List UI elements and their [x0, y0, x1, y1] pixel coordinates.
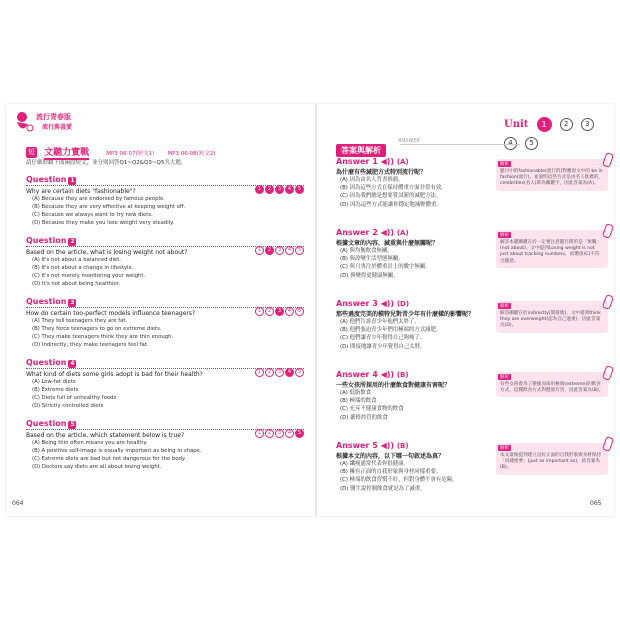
dot: 4: [285, 185, 294, 194]
answer-option: (C) 充斥不健康食物的飲食: [340, 406, 404, 413]
difficulty-dots: [254, 236, 304, 255]
note-text: 解答本題關鍵在於一定要注意題目問的是「無關」(not about)。文中提到Losing weight is not just about tracking numbers，故選項(C)不符合題意。: [500, 240, 602, 264]
answer-choice: (B): [396, 442, 409, 450]
mp3-track-2[interactable]: MP3 06-08(短文2): [167, 150, 216, 157]
option: (A) Being thin often means you are healthy.: [32, 440, 148, 446]
option: (C) Extreme diets are bad but not dangerous for the body.: [32, 456, 186, 462]
question-word: Question: [26, 297, 67, 306]
answer-header: [336, 370, 486, 379]
dot: 2: [265, 429, 274, 438]
answer-header: [336, 441, 486, 450]
question-text: Why are certain diets "fashionable"?: [26, 188, 136, 195]
difficulty-dots: [254, 175, 304, 194]
explanation-note: [496, 159, 608, 191]
paperclip-icon: [602, 294, 614, 310]
dot: 5: [295, 307, 304, 316]
option: (C) It's not merely monitoring your weight.: [32, 273, 146, 279]
dot: 5: [295, 246, 304, 255]
answer-option: (D) 醫生說控制飲食就是為了減重。: [340, 485, 426, 492]
unit-label: Unit: [504, 119, 529, 130]
note-text: 本文最後提到建立良好正面的自我形象與身材保持「同樣重要」(just as important as)，故答案為(B)。: [500, 453, 602, 471]
question-5: [26, 419, 304, 471]
option: (B) Because they are very effective at keeping weight off.: [32, 204, 186, 210]
unit-selector: [504, 114, 614, 147]
answer-label: Answer 3: [336, 299, 378, 308]
unit-5[interactable]: 5: [525, 137, 538, 150]
answer-section-header: [336, 138, 606, 155]
header-logo: [14, 108, 94, 136]
answer-option: (B) 他們強迫青少年們用極端的方式減肥。: [340, 327, 442, 334]
speaker-icon: ◀)): [380, 228, 395, 237]
dot: 4: [285, 429, 294, 438]
option: (D) Doctors say diets are all about losing weight.: [32, 464, 162, 470]
question-number: 3: [70, 299, 75, 306]
dot: 2: [265, 246, 274, 255]
speaker-icon: ◀)): [380, 441, 395, 450]
section-icon: 短: [28, 148, 35, 156]
option: (D) It's not about being healthier.: [32, 281, 121, 287]
answer-option: (B) 與改變生活型態無關。: [340, 256, 404, 263]
answer-content: [336, 441, 486, 493]
answer-label: Answer 1: [336, 157, 378, 166]
answer-question: 一些女孩所採用的什麼飲食對健康有害呢？: [336, 382, 451, 389]
option: (B) They force teenagers to go on extreme diets.: [32, 326, 162, 332]
answer-choice: (B): [396, 371, 409, 379]
note-tag: 解析: [500, 304, 509, 309]
question-label: [26, 175, 76, 185]
question-number: 2: [70, 238, 75, 245]
question-1: [26, 175, 304, 227]
answer-content: [336, 157, 486, 209]
question-word: Question: [26, 175, 67, 184]
option: (C) Because we always want to try new diets.: [32, 212, 153, 218]
answer-option: (D) 嚴格控管的飲食: [340, 414, 388, 421]
answer-option: (C) 極端的飲食習慣不好，但對身體不會有危險。: [340, 477, 458, 484]
answer-option: (C) 因為我們總是想要嘗試新的減肥方法。: [340, 193, 442, 200]
option: (D) Because they make you lose weight very steadily.: [32, 220, 175, 226]
answer-content: [336, 299, 486, 351]
dot: 1: [255, 185, 264, 194]
answer-1: [336, 157, 606, 223]
note-text: 有些女孩會為了變瘦而採用極端(extreme)的飲食方式，這種飲食方式對健康有害，因此答案為(B)。: [500, 382, 604, 394]
answer-option: (A) 他們告訴青少年他們太胖了。: [340, 319, 420, 325]
question-number: 4: [70, 360, 75, 367]
explanation-note: [496, 301, 608, 333]
answer-label: Answer 5: [336, 441, 378, 450]
explanation-note: [496, 230, 608, 268]
dot: 1: [255, 307, 264, 316]
answer-label: Answer 4: [336, 370, 378, 379]
answer-header: [336, 228, 486, 237]
dot: 4: [285, 368, 294, 377]
speaker-icon: ◀)): [380, 157, 395, 166]
answer-option: (D) 與變得更健康無關。: [340, 272, 399, 279]
difficulty-dots: [254, 297, 304, 316]
note-tag: 解析: [500, 446, 509, 451]
question-text: How do certain too-perfect models influence teenagers?: [26, 310, 196, 317]
option: (B) A positive self-image is equally important as being in shape.: [32, 448, 202, 454]
mp3-track-1[interactable]: MP3 06-07(短文1): [106, 150, 155, 157]
left-page: [26, 142, 304, 471]
dot: 4: [285, 246, 294, 255]
speaker-icon: ◀)): [380, 370, 395, 379]
book-spread: [6, 104, 614, 516]
instructions: 請仔細聆聽下面兩段短文，並分別回答Q1~Q2&Q3~Q5共大題。: [26, 160, 187, 166]
dot: 3: [275, 185, 284, 194]
dot: 3: [275, 246, 284, 255]
answer-choice: (A): [396, 158, 409, 166]
answer-question: 為什麼有些減肥方式特別流行呢？: [336, 169, 427, 176]
dot: 5: [295, 368, 304, 377]
note-text: 解答關鍵在於indirectly(間接地)，文中提到think they are overweight(認為自己過重)，因此答案為(D)。: [500, 311, 601, 329]
paperclip-icon: [602, 223, 614, 239]
question-text: Based on the article, which statement below is true?: [26, 432, 185, 439]
option: (A) They tell teenagers they are fat.: [32, 318, 128, 324]
dot: 1: [255, 368, 264, 377]
answer-title-decoration: ANSWER: [398, 138, 420, 144]
dot: 3: [275, 307, 284, 316]
answer-question: 根據文章的內容，減重與什麼無關呢？: [336, 240, 439, 247]
girl-illustration-icon: [14, 110, 36, 134]
answer-4: [336, 370, 606, 436]
dot: 2: [265, 185, 274, 194]
option: (A) It's not about a balanced diet.: [32, 257, 121, 263]
question-number: 5: [70, 421, 75, 428]
dot: 3: [275, 368, 284, 377]
page-number-left: 064: [12, 500, 24, 507]
right-page: [336, 138, 606, 507]
option: (A) Because they are endorsed by famous people.: [32, 196, 165, 202]
answer-header: [336, 299, 486, 308]
note-text: 題目中的fashionable(流行的)對應原文中的 be in fashion(流行)，並說明這些方式是由名人推薦的，celebrities(名人)即為關鍵字，因此答案為(A)。: [500, 169, 604, 187]
answer-option: (A) 因為由名人背書推薦。: [340, 177, 404, 183]
unit-3[interactable]: 3: [581, 118, 594, 131]
question-word: Question: [26, 358, 67, 367]
answer-option: (D) 間接地讓青少年覺得自己太胖。: [340, 343, 426, 350]
dot: 2: [265, 368, 274, 377]
question-2: [26, 236, 304, 288]
answer-option: (B) 極端的飲食: [340, 398, 377, 405]
divider: [400, 144, 520, 145]
answer-option: (A) 低脂飲食: [340, 390, 372, 396]
note-tag: 解析: [500, 162, 509, 167]
question-label: [26, 358, 76, 368]
brand-title: 流行青春版: [36, 113, 71, 121]
option: (C) Diets full of unhealthy foods: [32, 395, 117, 401]
answer-content: [336, 228, 486, 280]
difficulty-dots: [254, 358, 304, 377]
answer-option: (B) 因為這些方式在保持體重方面非常有效。: [340, 185, 447, 192]
answer-section-title: 答案與解析: [336, 144, 386, 157]
question-4: [26, 358, 304, 410]
answer-option: (B) 擁有正面的自我形象與身材同樣重要。: [340, 469, 442, 476]
question-3: [26, 297, 304, 349]
dot: 1: [255, 246, 264, 255]
unit-2[interactable]: 2: [560, 118, 573, 131]
dot: 2: [265, 307, 274, 316]
question-label: [26, 236, 76, 246]
option: (B) Extreme diets: [32, 387, 79, 393]
question-number: 1: [70, 177, 75, 184]
answer-5: [336, 441, 606, 507]
question-text: Based on the article, what is losing weight not about?: [26, 249, 188, 256]
note-tag: 解析: [500, 375, 509, 380]
option: (A) Low-fat diets: [32, 379, 76, 385]
question-label: [26, 419, 76, 429]
answer-option: (C) 與只專注於體重計上的數字無關。: [340, 264, 431, 271]
option: (D) Indirectly, they make teenagers feel fat.: [32, 342, 149, 348]
answer-3: [336, 299, 606, 365]
unit-1[interactable]: 1: [537, 117, 552, 132]
answer-header: [336, 157, 486, 166]
page-gutter: [315, 104, 317, 516]
unit-4[interactable]: 4: [504, 137, 517, 150]
answer-option: (A) 與均衡飲食無關。: [340, 248, 393, 254]
brand-subtitle: 流行與喜愛: [42, 124, 73, 131]
answer-content: [336, 370, 486, 422]
section-title: 文聽力實戰: [44, 145, 89, 160]
answer-2: [336, 228, 606, 294]
paperclip-icon: [602, 436, 614, 452]
answer-question: 根據本文的內容，以下哪一句敘述為真？: [336, 453, 445, 460]
dot: 5: [295, 185, 304, 194]
answer-option: (C) 他們讓青少年覺得自己夠瘦了。: [340, 335, 426, 342]
explanation-note: [496, 372, 608, 397]
answer-option: (A) 纖瘦通常代表你很健康。: [340, 461, 409, 467]
question-word: Question: [26, 236, 67, 245]
dot: 4: [285, 307, 294, 316]
option: (C) They make teenagers think they are thin enough.: [32, 334, 174, 340]
answer-choice: (A): [396, 229, 409, 237]
dot: 5: [295, 429, 304, 438]
dot: 3: [275, 429, 284, 438]
paperclip-icon: [602, 365, 614, 381]
answer-question: 那些過度完美的模特兒對青少年有什麼樣的影響呢？: [336, 311, 475, 318]
dot: 1: [255, 429, 264, 438]
answer-option: (D) 因為這些方式能讓你穩定地減輕體重。: [340, 201, 442, 208]
answer-choice: (D): [396, 300, 410, 308]
page-number-right: 065: [590, 500, 602, 507]
option: (D) Strictly controlled diets: [32, 403, 104, 409]
explanation-note: [496, 443, 608, 475]
paperclip-icon: [602, 152, 614, 168]
difficulty-dots: [254, 419, 304, 438]
option: (B) It's not about a change in lifestyle.: [32, 265, 134, 271]
answer-label: Answer 2: [336, 228, 378, 237]
question-word: Question: [26, 419, 67, 428]
question-label: [26, 297, 76, 307]
note-tag: 解析: [500, 233, 509, 238]
speaker-icon: ◀)): [380, 299, 395, 308]
question-text: What kind of diets some girls adopt is bad for their health?: [26, 371, 203, 378]
section-header: [26, 142, 304, 156]
